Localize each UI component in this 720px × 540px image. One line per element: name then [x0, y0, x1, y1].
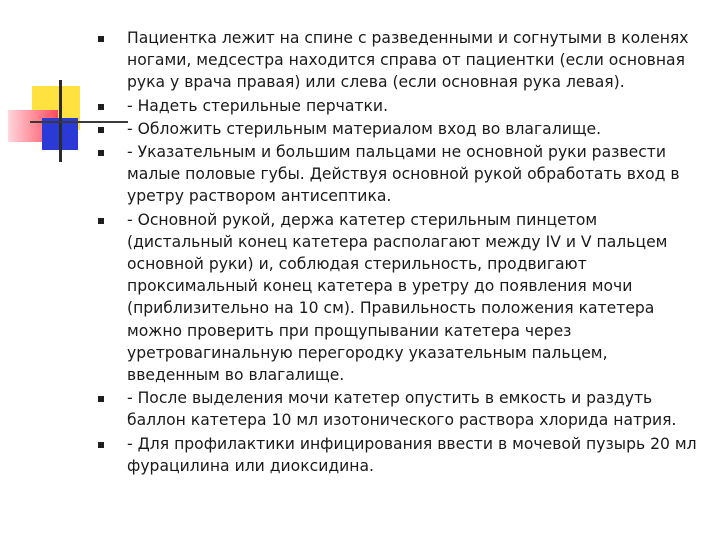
list-item-text: - Указательным и большим пальцами не основной руки развести малые половые губы. Действуя основной рукой обработать вход в уретру раствором антисептика.: [127, 143, 680, 206]
list-item: [0, 387, 720, 431]
list-item-text: - Надеть стерильные перчатки.: [127, 96, 389, 115]
list-item: [0, 433, 720, 477]
square-bullet-icon: [98, 396, 104, 402]
list-item-text: - Основной рукой, держа катетер стерильным пинцетом (дистальный конец катетера располагают между IV и V пальцем основной руки) и, соблюдая стерильность, продвигают проксимальный конец катетера в уретру до появления мочи (приблизительно на 10 см). Правильность положения катетера можно проверить при прощупывании катетера через уретровагинальную перегородку указательным пальцем, введенным во влагалище.: [127, 210, 668, 385]
list-item-text: - После выделения мочи катетер опустить в емкость и раздуть баллон катетера 10 мл изотонического раствора хлорида натрия.: [127, 389, 677, 430]
square-bullet-icon: [98, 218, 104, 224]
list-item: [0, 209, 720, 387]
square-bullet-icon: [98, 104, 104, 110]
square-bullet-icon: [98, 150, 104, 156]
list-item: [0, 27, 720, 94]
square-bullet-icon: [98, 127, 104, 133]
list-item: [0, 141, 720, 208]
square-bullet-icon: [98, 36, 104, 42]
list-item: [0, 118, 720, 140]
bullet-list: [0, 27, 720, 478]
list-item: [0, 95, 720, 117]
list-item-text: - Для профилактики инфицирования ввести в мочевой пузырь 20 мл фурацилина или диоксидина.: [127, 434, 697, 475]
list-item-text: - Обложить стерильным материалом вход во влагалище.: [127, 119, 602, 138]
list-item-text: Пациентка лежит на спине с разведенными и согнутыми в коленях ногами, медсестра находится справа от пациентки (если основная рука у врача правая) или слева (если основная рука левая).: [127, 29, 689, 92]
square-bullet-icon: [98, 442, 104, 448]
